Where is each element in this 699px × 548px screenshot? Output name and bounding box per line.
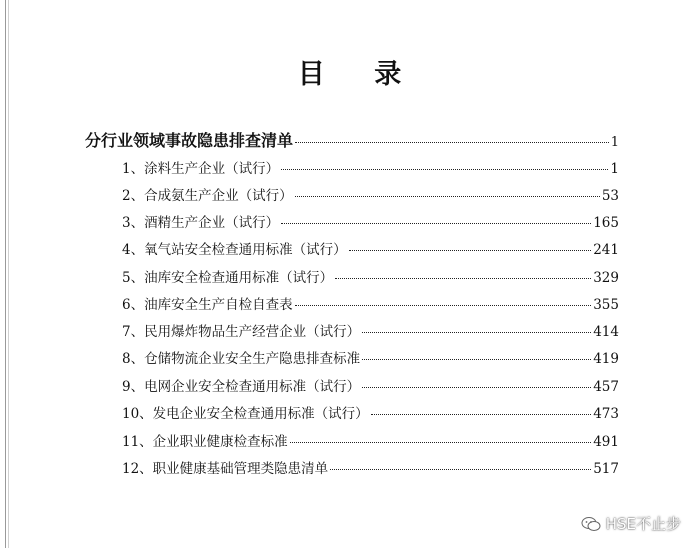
toc-item-page: 491: [593, 434, 619, 450]
toc-item-label: 10、发电企业安全检查通用标准（试行）: [122, 406, 369, 422]
page-title: 目 录: [297, 59, 422, 90]
toc-item[interactable]: [122, 184, 619, 204]
toc-item-page: 355: [593, 297, 619, 313]
watermark: [581, 513, 681, 534]
toc-item[interactable]: [122, 238, 619, 258]
watermark-text: HSE不止步: [605, 515, 681, 533]
toc-item-page: 165: [593, 215, 619, 231]
toc-leader-dots: [295, 141, 609, 143]
toc-item-label: 3、酒精生产企业（试行）: [122, 215, 280, 231]
toc-leader-dots: [335, 277, 591, 279]
toc-item-label: 5、油库安全检查通用标准（试行）: [122, 270, 334, 286]
toc-heading-page: 1: [610, 135, 619, 150]
toc-leader-dots: [290, 441, 592, 443]
toc-item-label: 11、企业职业健康检查标准: [122, 434, 288, 450]
toc-heading-row[interactable]: [85, 128, 619, 151]
toc-item[interactable]: [122, 266, 619, 286]
toc-item[interactable]: [122, 375, 619, 395]
toc-item-page: 241: [593, 242, 619, 258]
toc-leader-dots: [362, 386, 591, 388]
toc-item-label: 8、仓储物流企业安全生产隐患排查标准: [122, 351, 361, 367]
toc-heading-label: 分行业领域事故隐患排查清单: [85, 131, 294, 150]
toc-item-page: 419: [593, 351, 619, 367]
toc-leader-dots: [295, 304, 592, 306]
toc-leader-dots: [349, 249, 592, 251]
toc-item[interactable]: [122, 320, 619, 340]
toc-leader-dots: [281, 168, 608, 170]
toc-item[interactable]: [122, 347, 619, 367]
toc-item-page: 517: [593, 461, 619, 477]
toc-item[interactable]: [122, 211, 619, 231]
toc-leader-dots: [330, 468, 591, 470]
toc-leader-dots: [295, 195, 600, 197]
wechat-icon: [581, 516, 601, 532]
toc-leader-dots: [362, 331, 591, 333]
toc-item-label: 7、民用爆炸物品生产经营企业（试行）: [122, 324, 361, 340]
toc-item-label: 6、油库安全生产自检自查表: [122, 297, 293, 313]
toc-item-label: 12、职业健康基础管理类隐患清单: [122, 461, 329, 477]
toc-item-page: 457: [593, 379, 619, 395]
toc-leader-dots: [371, 413, 592, 415]
toc-item-page: 473: [593, 406, 619, 422]
toc-item-page: 53: [601, 188, 619, 204]
toc-item-page: 414: [593, 324, 619, 340]
toc-item[interactable]: [122, 157, 619, 177]
toc-item[interactable]: [122, 430, 619, 450]
toc-item-label: 4、氧气站安全检查通用标准（试行）: [122, 242, 347, 258]
toc-leader-dots: [281, 222, 591, 224]
toc-item[interactable]: [122, 293, 619, 313]
toc-item-label: 1、涂料生产企业（试行）: [122, 161, 280, 177]
toc-item-page: 1: [610, 161, 619, 177]
toc-item-page: 329: [593, 270, 619, 286]
toc-item-label: 9、电网企业安全检查通用标准（试行）: [122, 379, 361, 395]
toc-item[interactable]: [122, 457, 619, 477]
toc-item-label: 2、合成氨生产企业（试行）: [122, 188, 293, 204]
toc-leader-dots: [362, 358, 591, 360]
toc-item[interactable]: [122, 402, 619, 422]
